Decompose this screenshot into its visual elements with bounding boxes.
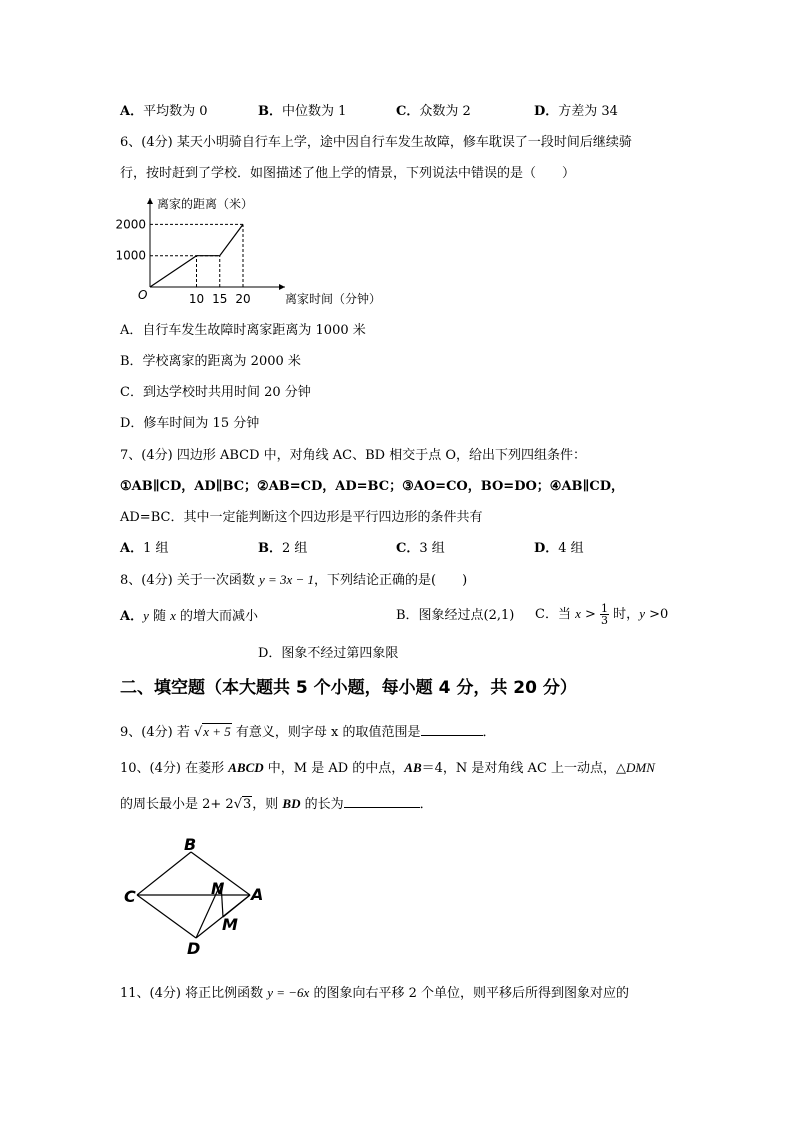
q7-option-a: A．1 组 — [120, 541, 169, 556]
x-axis-label: 离家时间（分钟） — [285, 292, 382, 306]
q7-option-b: B．2 组 — [258, 541, 308, 556]
vertex-a-label: A — [251, 885, 264, 904]
q5-option-d: D．方差为 34 — [534, 104, 618, 119]
series-segment — [150, 256, 197, 287]
x-tick-label: 20 — [235, 292, 251, 306]
point-n-label: N — [211, 879, 225, 898]
y-axis-label: 离家的距离（米） — [157, 197, 254, 211]
q11-function: y = −6x — [267, 985, 310, 1000]
q7-option-c: C．3 组 — [396, 541, 445, 556]
point-m-label: M — [222, 915, 238, 934]
q8-option-c: C．当 x > $\frac{1}{3}$ 时，y >0 — [535, 602, 669, 627]
q6-stem-line1: 6、(4分) 某天小明骑自行车上学，途中因自行车发生故障，修车耽误了一段时间后继续骑 — [120, 135, 632, 150]
vertex-b-label: B — [184, 835, 197, 854]
q6-option-a: A．自行车发生故障时离家距离为 1000 米 — [120, 323, 366, 338]
x-tick-label: 15 — [212, 292, 228, 306]
q6-option-b: B．学校离家的距离为 2000 米 — [120, 354, 301, 369]
q6-stem-line2: 行，按时赶到了学校．如图描述了他上学的情景，下列说法中错误的是（ ） — [120, 166, 576, 181]
q5-option-b: B．中位数为 1 — [258, 104, 347, 119]
sqrt-sign: √ — [233, 797, 242, 812]
q11-stem: 11、(4分) 将正比例函数 y = −6x 的图象向右平移 2 个单位，则平移后所得到图象对应的 — [120, 985, 629, 1001]
q5-option-c: C．众数为 2 — [396, 104, 471, 119]
q8-stem: 8、(4分) 关于一次函数 y = 3x − 1，下列结论正确的是( ) — [120, 572, 468, 588]
series-segment — [220, 224, 243, 255]
q6-distance-time-chart — [115, 192, 410, 310]
q8-option-b: B．图象经过点(2,1) — [396, 608, 515, 623]
q6-option-d: D．修车时间为 15 分钟 — [120, 416, 260, 431]
q7-stem-line2: ①AB∥CD，AD∥BC；②AB=CD，AD=BC；③AO=CO，BO=DO；④AB∥CD， — [120, 479, 625, 494]
answer-blank — [344, 794, 420, 808]
y-tick-label: 1000 — [115, 248, 146, 263]
sqrt-sign: √ — [193, 725, 203, 740]
vertex-c-label: C — [124, 887, 136, 906]
y-tick-label: 2000 — [115, 217, 146, 232]
section-heading: 二、填空题（本大题共 5 个小题，每小题 4 分，共 20 分） — [120, 678, 577, 698]
fraction-one-third: $\frac{1}{3}$ — [601, 602, 609, 627]
vertex-d-label: D — [187, 939, 201, 958]
q5-option-a: A．平均数为 0 — [120, 104, 208, 119]
x-tick-label: 10 — [188, 292, 205, 306]
q10-stem-line2: 的周长最小是 2+ 2√3，则 BD 的长为 ． — [120, 796, 433, 812]
q6-option-c: C．到达学校时共用时间 20 分钟 — [120, 385, 311, 400]
q10-stem-line1: 10、(4分) 在菱形 ABCD 中，M 是 AD 的中点，AB＝4，N 是对角线 AC 上一动点，△DMN — [120, 760, 655, 776]
q9-stem: 9、(4分) 若 √x + 5 有意义，则字母 x 的取值范围是 ． — [120, 724, 496, 740]
q8-function: y = 3x − 1 — [258, 572, 315, 587]
answer-blank — [421, 722, 483, 736]
q8-option-d: D．图象不经过第四象限 — [258, 646, 399, 661]
origin-label: O — [138, 288, 148, 302]
q7-option-d: D．4 组 — [534, 541, 584, 556]
q10-rhombus-figure — [118, 834, 268, 962]
q8-option-a: A．y 随 x 的增大而减小 — [120, 608, 259, 624]
q7-stem-line3: AD=BC．其中一定能判断这个四边形是平行四边形的条件共有 — [120, 510, 483, 525]
q7-stem-line1: 7、(4分) 四边形 ABCD 中，对角线 AC、BD 相交于点 O，给出下列四组条件： — [120, 448, 587, 463]
